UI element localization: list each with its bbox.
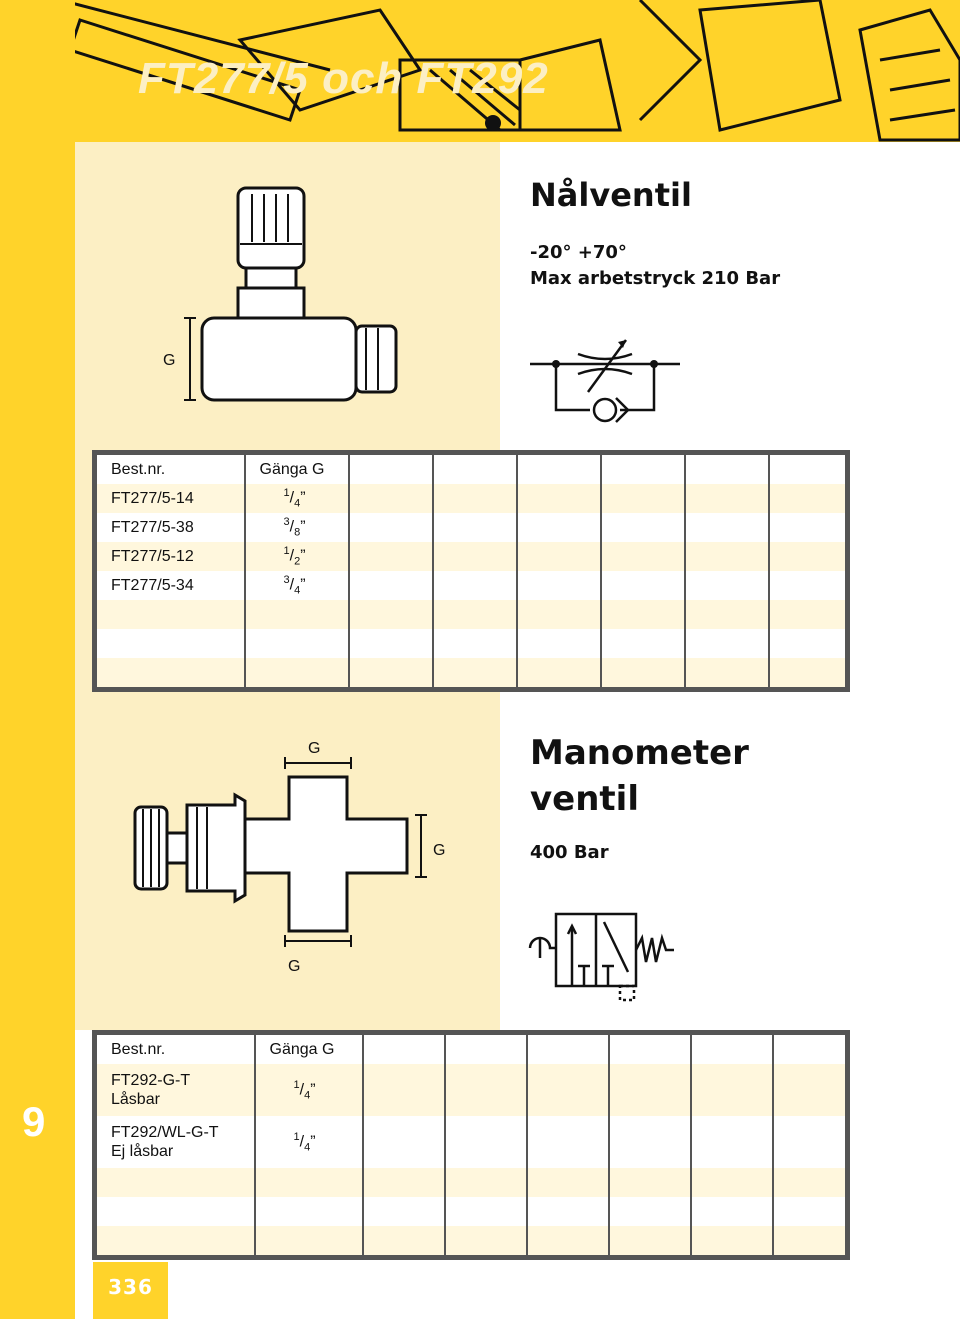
- max-pressure: Max arbetstryck 210 Bar: [530, 268, 781, 289]
- needle-valve-symbol: [530, 330, 680, 430]
- table-row: FT277/5-12 $^1/_2$”: [95, 542, 848, 571]
- table-row: FT277/5-14 $^1/_4$”: [95, 484, 848, 513]
- section-heading-nalventil: Nålventil: [530, 176, 692, 214]
- chapter-number: 9: [22, 1098, 46, 1145]
- gauge-valve-symbol: [528, 908, 678, 1008]
- dim-label-g-right: G: [433, 842, 446, 859]
- gauge-valve-drawing: [125, 755, 435, 955]
- table-row: FT292-G-T Låsbar $^1/_4$”: [95, 1064, 848, 1116]
- table-row: FT277/5-34 $^3/_4$”: [95, 571, 848, 600]
- section-heading-manometer: Manometer ventil: [530, 733, 749, 819]
- dim-label-g-top: G: [308, 740, 321, 757]
- page-title: FT277/5 och FT292: [138, 54, 549, 103]
- table-header-best-nr: Best.nr.: [111, 1040, 166, 1058]
- table-header-ganga: Gänga G: [255, 1033, 363, 1065]
- dim-label-g: G: [163, 352, 176, 369]
- needle-valve-drawing: [180, 180, 410, 410]
- dim-label-g-bottom: G: [288, 958, 301, 975]
- table-row: FT277/5-38 $^3/_8$”: [95, 513, 848, 542]
- needle-valve-table: [92, 450, 850, 692]
- table-header-best-nr: Best.nr.: [111, 460, 166, 478]
- gauge-valve-table: [92, 1030, 850, 1260]
- table-row: FT292/WL-G-T Ej låsbar $^1/_4$”: [95, 1116, 848, 1168]
- gauge-pressure: 400 Bar: [530, 842, 609, 863]
- temperature-range: -20° +70°: [530, 242, 627, 263]
- page-number: 336: [93, 1262, 168, 1319]
- table-header-ganga: Gänga G: [245, 453, 349, 485]
